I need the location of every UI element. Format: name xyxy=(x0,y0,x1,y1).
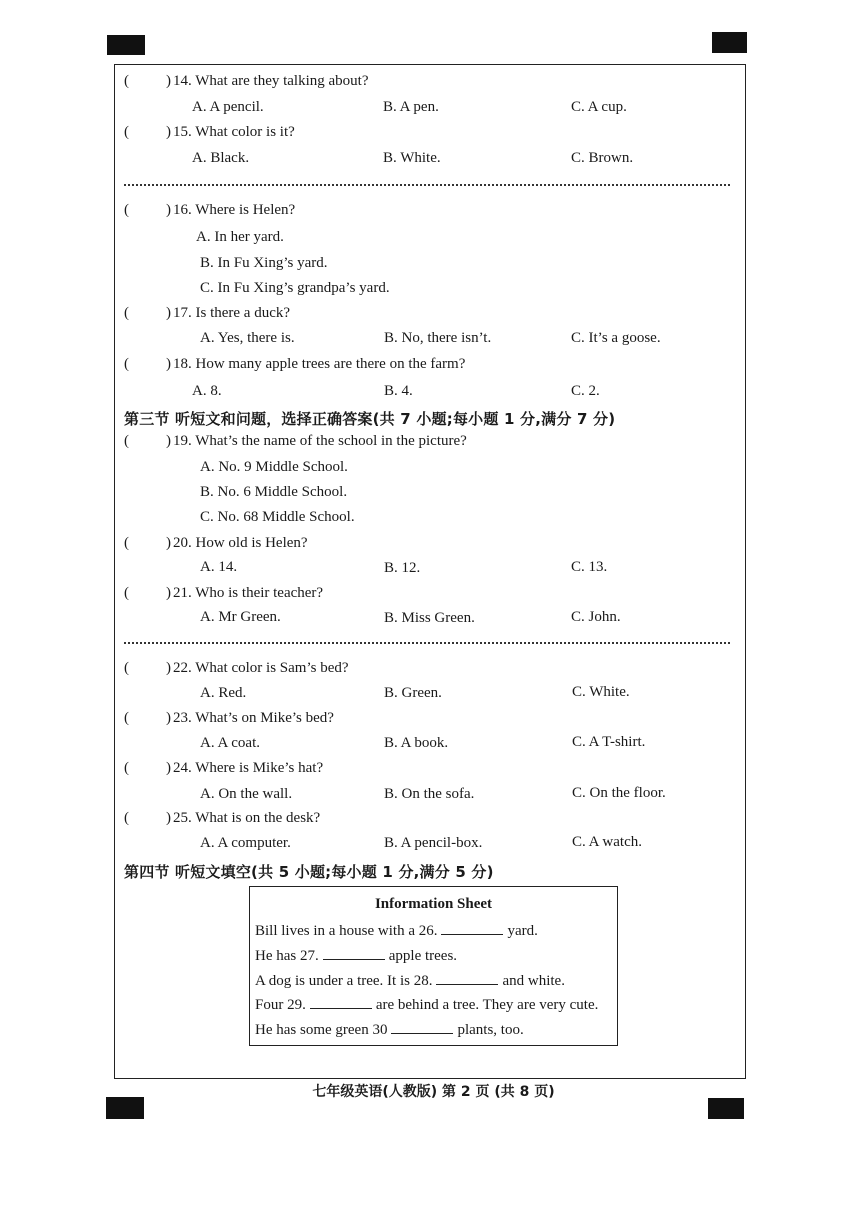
option-c: C. White. xyxy=(572,684,630,700)
answer-paren-close: ) xyxy=(166,356,171,372)
question-text: 25. What is on the desk? xyxy=(173,810,321,826)
option-b: B. On the sofa. xyxy=(384,786,475,802)
question-text: 23. What’s on Mike’s bed? xyxy=(173,710,334,726)
option-c: C. 13. xyxy=(571,559,608,575)
option-b: B. A book. xyxy=(384,735,449,751)
fill-line-28: A dog is under a tree. It is 28. and white. xyxy=(255,973,565,989)
dotted-divider xyxy=(124,642,730,644)
answer-blank-30[interactable] xyxy=(391,1020,453,1034)
answer-paren-open: ( xyxy=(124,810,129,826)
dotted-divider xyxy=(124,184,730,186)
answer-paren-close: ) xyxy=(166,760,171,776)
option-a: A. Mr Green. xyxy=(200,609,281,625)
option-c: C. It’s a goose. xyxy=(571,330,661,346)
answer-blank-29[interactable] xyxy=(310,995,372,1009)
option-a: A. No. 9 Middle School. xyxy=(200,459,348,475)
option-a: A. On the wall. xyxy=(200,786,293,802)
answer-paren-close: ) xyxy=(166,535,171,551)
option-b: B. White. xyxy=(383,150,441,166)
option-b: B. 12. xyxy=(384,560,421,576)
answer-paren-open: ( xyxy=(124,660,129,676)
fill-line-26: Bill lives in a house with a 26. yard. xyxy=(255,923,538,939)
answer-paren-close: ) xyxy=(166,202,171,218)
answer-paren-open: ( xyxy=(124,356,129,372)
option-b: B. Green. xyxy=(384,685,442,701)
fill-line-30: He has some green 30 plants, too. xyxy=(255,1022,524,1038)
option-a: A. A computer. xyxy=(200,835,291,851)
option-c: C. In Fu Xing’s grandpa’s yard. xyxy=(200,280,390,296)
answer-paren-close: ) xyxy=(166,810,171,826)
question-text: 18. How many apple trees are there on the farm? xyxy=(173,356,466,372)
fill-line-27: He has 27. apple trees. xyxy=(255,948,458,964)
answer-paren-close: ) xyxy=(166,73,171,89)
option-c: C. Brown. xyxy=(571,150,634,166)
answer-paren-open: ( xyxy=(124,535,129,551)
option-a: A. A pencil. xyxy=(192,99,264,115)
answer-paren-open: ( xyxy=(124,760,129,776)
option-a: A. Red. xyxy=(200,685,247,701)
question-text: 22. What color is Sam’s bed? xyxy=(173,660,349,676)
answer-blank-27[interactable] xyxy=(323,946,385,960)
option-b: B. A pencil-box. xyxy=(384,835,483,851)
answer-blank-26[interactable] xyxy=(441,921,503,935)
option-c: C. John. xyxy=(571,609,621,625)
option-a: A. 8. xyxy=(192,383,222,399)
information-sheet-title: Information Sheet xyxy=(374,896,493,912)
fill-line-29: Four 29. are behind a tree. They are very cute. xyxy=(255,997,599,1013)
question-text: 24. Where is Mike’s hat? xyxy=(173,760,324,776)
answer-paren-close: ) xyxy=(166,305,171,321)
answer-paren-close: ) xyxy=(166,710,171,726)
answer-paren-close: ) xyxy=(166,124,171,140)
option-a: A. 14. xyxy=(200,559,238,575)
option-a: A. A coat. xyxy=(200,735,260,751)
option-c: C. A watch. xyxy=(572,834,642,850)
option-c: C. A cup. xyxy=(571,99,627,115)
answer-paren-open: ( xyxy=(124,585,129,601)
section-3-heading: 第三节 听短文和问题，选择正确答案(共 7 小题;每小题 1 分,满分 7 分) xyxy=(124,410,616,428)
registration-mark-top-left xyxy=(107,35,145,55)
answer-paren-open: ( xyxy=(124,710,129,726)
option-c: C. On the floor. xyxy=(572,785,666,801)
question-text: 21. Who is their teacher? xyxy=(173,585,324,601)
registration-mark-bottom-right xyxy=(708,1098,744,1119)
option-a: A. Yes, there is. xyxy=(200,330,295,346)
answer-paren-close: ) xyxy=(166,585,171,601)
question-text: 15. What color is it? xyxy=(173,124,295,140)
question-text: 17. Is there a duck? xyxy=(173,305,291,321)
option-c: C. No. 68 Middle School. xyxy=(200,509,355,525)
section-4-heading: 第四节 听短文填空(共 5 小题;每小题 1 分,满分 5 分) xyxy=(124,863,494,881)
option-b: B. Miss Green. xyxy=(384,610,475,626)
question-text: 14. What are they talking about? xyxy=(173,73,369,89)
option-b: B. A pen. xyxy=(383,99,439,115)
answer-paren-open: ( xyxy=(124,124,129,140)
answer-paren-open: ( xyxy=(124,202,129,218)
question-text: 20. How old is Helen? xyxy=(173,535,308,551)
option-a: A. In her yard. xyxy=(196,229,284,245)
registration-mark-top-right xyxy=(712,32,747,53)
option-c: C. 2. xyxy=(571,383,600,399)
question-text: 16. Where is Helen? xyxy=(173,202,296,218)
answer-paren-close: ) xyxy=(166,660,171,676)
answer-paren-close: ) xyxy=(166,433,171,449)
option-c: C. A T-shirt. xyxy=(572,734,646,750)
answer-blank-28[interactable] xyxy=(436,971,498,985)
question-text: 19. What’s the name of the school in the picture? xyxy=(173,433,467,449)
option-b: B. In Fu Xing’s yard. xyxy=(200,255,328,271)
page-footer: 七年级英语(人教版) 第 2 页 (共 8 页) xyxy=(312,1084,555,1100)
answer-paren-open: ( xyxy=(124,73,129,89)
option-b: B. No. 6 Middle School. xyxy=(200,484,348,500)
option-a: A. Black. xyxy=(192,150,250,166)
option-b: B. No, there isn’t. xyxy=(384,330,492,346)
option-b: B. 4. xyxy=(384,383,413,399)
answer-paren-open: ( xyxy=(124,433,129,449)
information-sheet xyxy=(249,886,618,1046)
answer-paren-open: ( xyxy=(124,305,129,321)
